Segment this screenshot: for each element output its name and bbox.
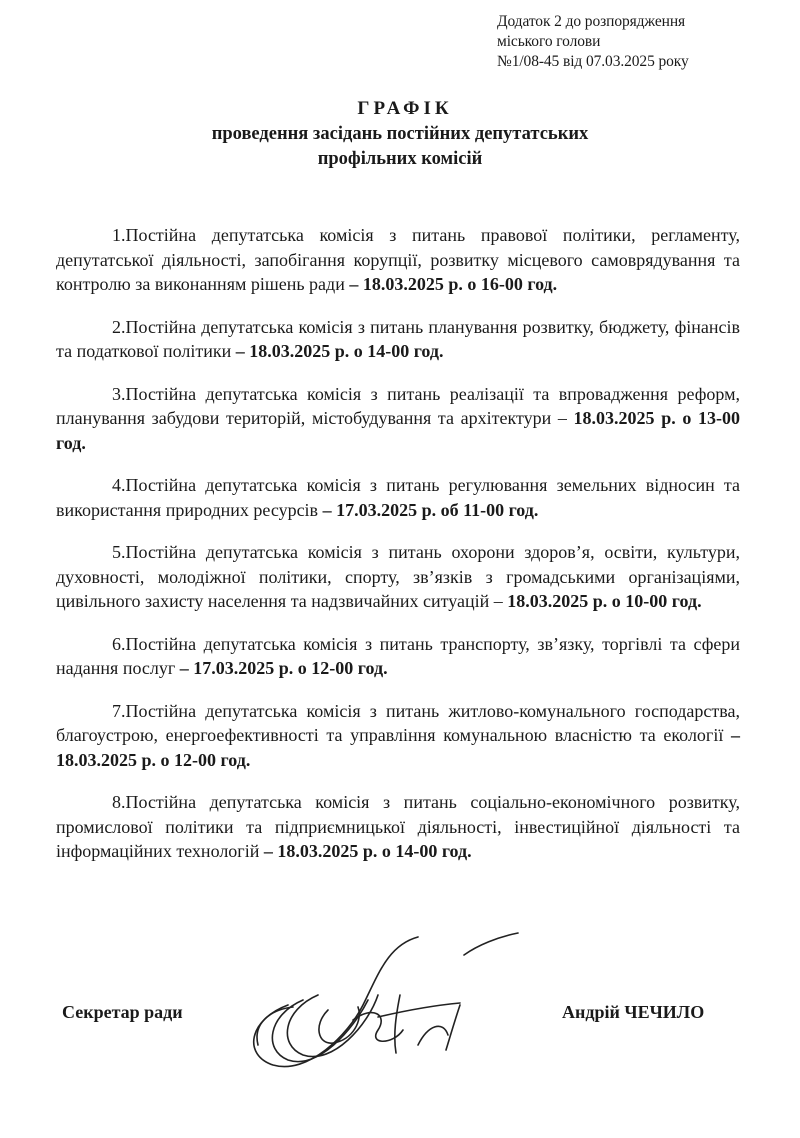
- commission-item: [56, 790, 740, 864]
- commission-item: [56, 473, 740, 522]
- commission-text: 2.Постійна депутатська комісія з питань планування розвитку, бюджету, фінансів та податкової політики: [56, 316, 740, 361]
- commission-deadline: – 18.03.2025 р. о 12-00 год.: [56, 725, 740, 770]
- commission-deadline: – 18.03.2025 р. о 14-00 год.: [263, 841, 472, 861]
- document-title: [0, 96, 800, 172]
- commission-deadline: 18.03.2025 р. о 13-00 год.: [56, 408, 740, 453]
- commission-text: 4.Постійна депутатська комісія з питань регулювання земельних відносин та використання природних ресурсів: [56, 475, 740, 520]
- commission-deadline: – 17.03.2025 р. об 11-00 год.: [322, 499, 539, 520]
- commission-item: [56, 315, 740, 364]
- commission-text: 8.Постійна депутатська комісія з питань соціально-економічного розвитку, промислової політики та підприємницької діяльності, інвестиційної діяльності та інформаційних технологій: [56, 792, 740, 861]
- annex-note: [497, 12, 689, 72]
- commission-item: [56, 223, 740, 297]
- title-main: ГРАФІК: [357, 98, 453, 119]
- commission-item: [56, 699, 740, 773]
- commission-deadline: – 18.03.2025 р. о 16-00 год.: [349, 274, 558, 294]
- commission-text: 3.Постійна депутатська комісія з питань реалізації та впровадження реформ, планування забудови територій, містобудування та архітектури –: [56, 383, 740, 428]
- title-sub-line-1: проведення засідань постійних депутатських: [211, 124, 589, 144]
- commission-item: [56, 632, 740, 681]
- commission-item: [56, 382, 740, 456]
- commission-text: 6.Постійна депутатська комісія з питань транспорту, зв’язку, торгівлі та сфери надання послуг: [56, 633, 740, 678]
- signer-position: Секретар ради: [62, 1002, 183, 1022]
- commission-deadline: 18.03.2025 р. о 10-00 год.: [507, 591, 702, 611]
- title-sub-line-2: профільних комісій: [317, 149, 483, 169]
- commission-deadline: – 17.03.2025 р. о 12-00 год.: [179, 658, 388, 678]
- commission-text: 7.Постійна депутатська комісія з питань житлово-комунального господарства, благоустрою, енергоефективності та управління комунальною власністю та екології: [56, 700, 740, 745]
- annex-line-3: №1/08-45 від 07.03.2025 року: [497, 53, 689, 70]
- commission-list: [56, 223, 740, 882]
- commission-text: 1.Постійна депутатська комісія з питань правової політики, регламенту, депутатської діяльності, запобігання корупції, розвитку місцевого самоврядування та контролю за виконанням рішень ради: [56, 225, 740, 294]
- annex-line-1: Додаток 2 до розпорядження: [497, 13, 686, 30]
- signature-row: [0, 998, 800, 1028]
- annex-line-2: міського голови: [497, 33, 601, 50]
- commission-deadline: – 18.03.2025 р. о 14-00 год.: [235, 341, 444, 361]
- commission-item: [56, 540, 740, 614]
- signer-name: Андрій ЧЕЧИЛО: [562, 1002, 705, 1022]
- commission-text: 5.Постійна депутатська комісія з питань охорони здоров’я, освіти, культури, духовності, молодіжної політики, спорту, зв’язків з громадськими організаціями, цивільного захисту населення та надзвичайних ситуацій –: [56, 542, 740, 611]
